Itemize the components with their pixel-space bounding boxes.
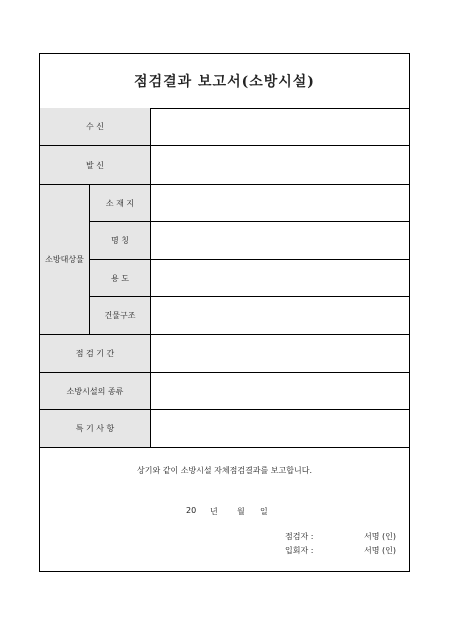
name-field[interactable] [151, 222, 409, 259]
sender-label: 발 신 [40, 146, 151, 184]
facility-type-label: 소방시설의 종류 [40, 373, 151, 409]
period-label: 점 검 기 간 [40, 335, 151, 372]
witness-signature[interactable]: 서명 (인) [364, 546, 396, 555]
fire-target-group-label: 소방대상물 [40, 185, 90, 335]
usage-field[interactable] [151, 260, 409, 296]
facility-type-row [40, 373, 409, 410]
inspector-signature[interactable]: 서명 (인) [364, 532, 396, 541]
remarks-field[interactable] [151, 410, 409, 447]
report-title: 점검결과 보고서(소방시설) [134, 74, 315, 90]
year-prefix: 20 [186, 506, 197, 515]
structure-field[interactable] [151, 297, 409, 334]
facility-type-field[interactable] [151, 373, 409, 409]
recipient-field[interactable] [151, 108, 409, 145]
remarks-label: 특 기 사 항 [40, 410, 151, 447]
address-label: 소 재 지 [90, 185, 151, 221]
inspection-report-form [39, 53, 410, 572]
name-row [90, 222, 409, 260]
year-suffix: 년 [210, 507, 218, 516]
structure-label: 건물구조 [90, 297, 151, 334]
sender-row [40, 146, 409, 185]
structure-row [90, 297, 409, 335]
remarks-row [40, 410, 409, 448]
month-label: 월 [237, 507, 245, 516]
witness-label: 입회자 : [285, 546, 314, 555]
sender-field[interactable] [151, 146, 409, 184]
report-footer [40, 448, 409, 571]
name-label: 명 칭 [90, 222, 151, 259]
day-label: 일 [260, 507, 268, 516]
period-field[interactable] [151, 335, 409, 372]
inspector-label: 점검자 : [285, 532, 314, 541]
usage-row [90, 260, 409, 297]
report-statement: 상기와 같이 소방시설 자체점검결과를 보고합니다. [136, 466, 312, 475]
usage-label: 용 도 [90, 260, 151, 296]
address-field[interactable] [151, 185, 409, 221]
recipient-label: 수 신 [40, 108, 151, 145]
period-row [40, 335, 409, 373]
address-row [90, 185, 409, 222]
title-row [40, 54, 409, 109]
recipient-row [40, 108, 409, 146]
